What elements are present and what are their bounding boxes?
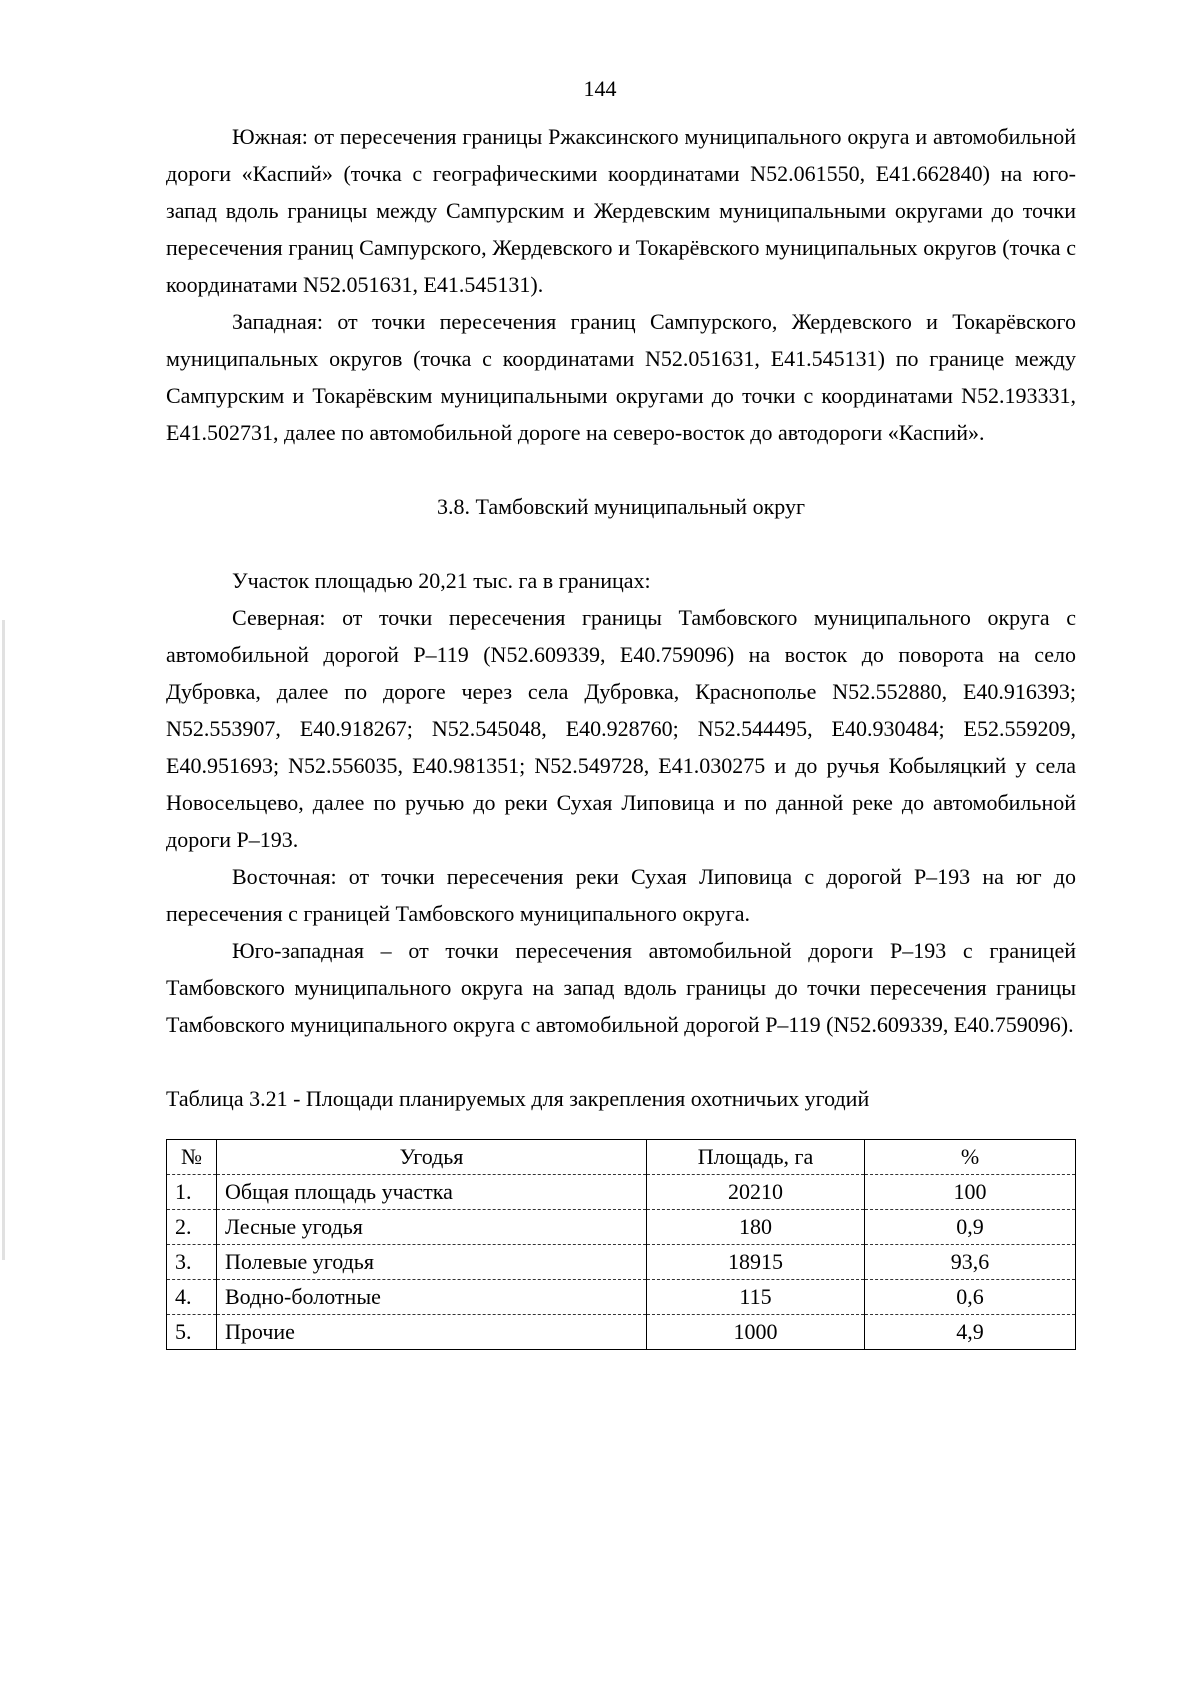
grounds-name: Полевые угодья	[217, 1245, 647, 1280]
section-heading-3-8: 3.8. Тамбовский муниципальный округ	[436, 494, 806, 519]
grounds-area: 115	[647, 1280, 865, 1315]
page-content	[166, 118, 1076, 1350]
table-header-row	[167, 1140, 1076, 1175]
column-header-number: №	[167, 1140, 217, 1175]
grounds-area: 1000	[647, 1315, 865, 1350]
grounds-area: 18915	[647, 1245, 865, 1280]
scan-edge-artifact	[2, 620, 5, 1260]
table-row	[167, 1175, 1076, 1210]
grounds-area: 20210	[647, 1175, 865, 1210]
column-header-percent: %	[865, 1140, 1076, 1175]
table-row	[167, 1245, 1076, 1280]
paragraph-west-boundary: Западная: от точки пересечения границ Сампурского, Жердевского и Токарёвского муниципальных округов (точка с координатами N52.051631, E41.545131) по границе между Сампурским и Токарёвским муниципальными округами до точки с координатами N52.193331, E41.502731, далее по автомобильной дороге на северо-восток до автодороги «Каспий».	[166, 309, 1076, 445]
grounds-name: Общая площадь участка	[217, 1175, 647, 1210]
grounds-name: Прочие	[217, 1315, 647, 1350]
grounds-name: Лесные угодья	[217, 1210, 647, 1245]
grounds-percent: 93,6	[865, 1245, 1076, 1280]
grounds-name: Водно-болотные	[217, 1280, 647, 1315]
grounds-area: 180	[647, 1210, 865, 1245]
grounds-percent: 0,9	[865, 1210, 1076, 1245]
table-row	[167, 1210, 1076, 1245]
page-number: 144	[583, 76, 617, 101]
row-number: 5.	[167, 1315, 217, 1350]
paragraph-southwest-boundary: Юго-западная – от точки пересечения автомобильной дороги Р–193 с границей Тамбовского муниципального округа на запад вдоль границы до точки пересечения границы Тамбовского муниципального округа с автомобильной дорогой Р–119 (N52.609339, E40.759096).	[166, 938, 1076, 1037]
grounds-percent: 100	[865, 1175, 1076, 1210]
table-caption: Таблица 3.21 - Площади планируемых для закрепления охотничьих угодий	[166, 1086, 870, 1111]
column-header-grounds: Угодья	[217, 1140, 647, 1175]
paragraph-east-boundary: Восточная: от точки пересечения реки Сухая Липовица с дорогой Р–193 на юг до пересечения с границей Тамбовского муниципального округа.	[166, 864, 1076, 926]
grounds-percent: 4,9	[865, 1315, 1076, 1350]
row-number: 2.	[167, 1210, 217, 1245]
table-row	[167, 1280, 1076, 1315]
row-number: 4.	[167, 1280, 217, 1315]
row-number: 3.	[167, 1245, 217, 1280]
hunting-grounds-area-table	[166, 1139, 1076, 1350]
paragraph-north-boundary: Северная: от точки пересечения границы Тамбовского муниципального округа с автомобильной дорогой Р–119 (N52.609339, E40.759096) на восток до поворота на село Дубровка, далее по дороге через села Дубровка, Краснополье N52.552880, E40.916393; N52.553907, E40.918267; N52.545048, E40.928760; N52.544495, E40.930484; E52.559209, E40.951693; N52.556035, E40.981351; N52.549728, E41.030275 и до ручья Кобыляцкий у села Новосельцево, далее по ручью до реки Сухая Липовица и по данной реке до автомобильной дороги Р–193.	[166, 605, 1076, 852]
row-number: 1.	[167, 1175, 217, 1210]
column-header-area-ha: Площадь, га	[647, 1140, 865, 1175]
paragraph-south-boundary: Южная: от пересечения границы Ржаксинского муниципального округа и автомобильной дороги «Каспий» (точка с географическими координатами N52.061550, E41.662840) на юго-запад вдоль границы между Сампурским и Жердевским муниципальными округами до точки пересечения границ Сампурского, Жердевского и Токарёвского муниципальных округов (точка с координатами N52.051631, E41.545131).	[166, 124, 1076, 297]
table-row	[167, 1315, 1076, 1350]
grounds-percent: 0,6	[865, 1280, 1076, 1315]
paragraph-plot-area: Участок площадью 20,21 тыс. га в границах:	[232, 568, 651, 593]
